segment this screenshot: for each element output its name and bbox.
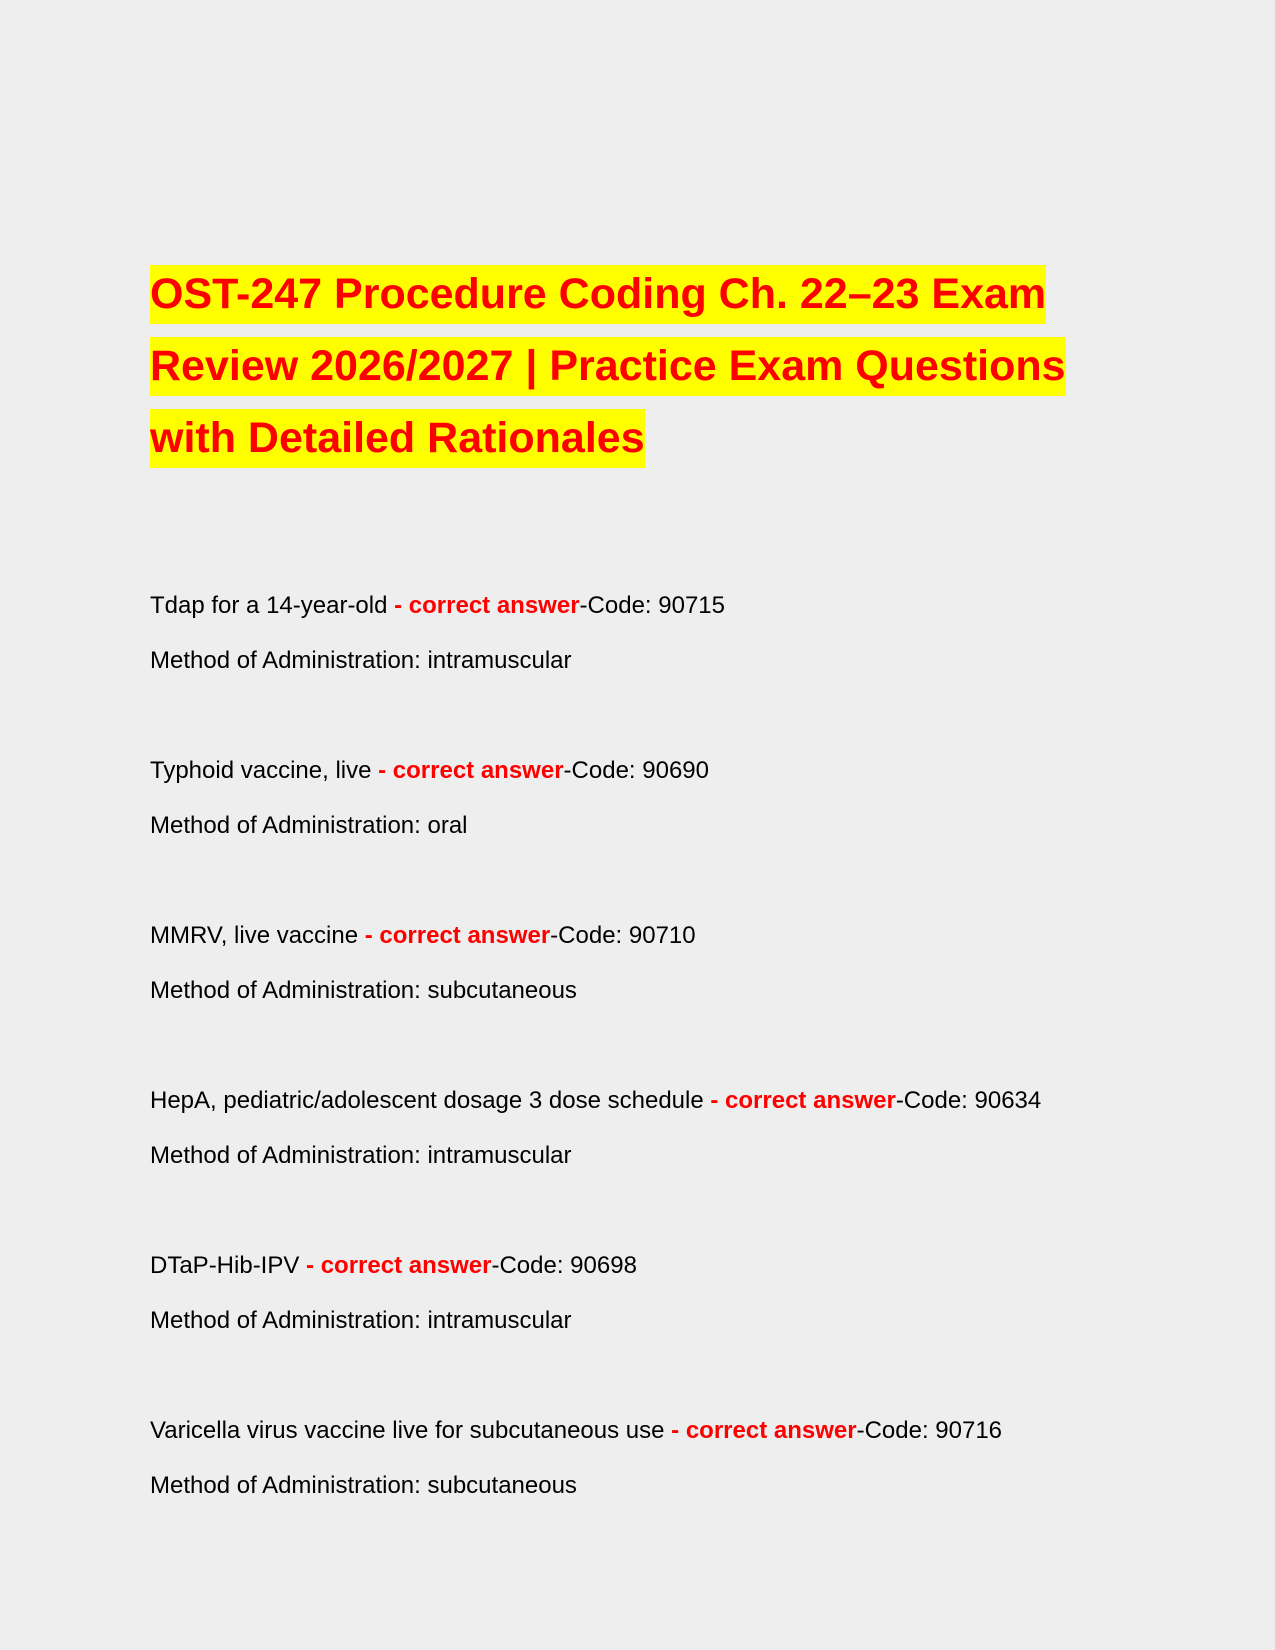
correct-answer-tag: - correct answer (710, 1087, 896, 1114)
qa-entry (150, 1403, 1210, 1513)
correct-answer-tag: - correct answer (306, 1252, 492, 1279)
question-text: DTaP-Hib-IPV (150, 1252, 307, 1279)
question-text: Typhoid vaccine, live (150, 757, 379, 784)
question-text: Varicella virus vaccine live for subcutaneous use (150, 1417, 672, 1444)
qa-entry (150, 578, 1210, 688)
question-line (150, 578, 1210, 633)
question-text: Tdap for a 14-year-old (150, 592, 395, 619)
code-text: -Code: 90698 (491, 1252, 637, 1279)
correct-answer-tag: - correct answer (671, 1417, 857, 1444)
document-title (150, 258, 1150, 474)
correct-answer-tag: - correct answer (394, 592, 580, 619)
code-text: -Code: 90690 (563, 757, 709, 784)
question-text: MMRV, live vaccine (150, 922, 365, 949)
question-line (150, 908, 1210, 963)
qa-entry (150, 1238, 1210, 1348)
qa-entry (150, 1073, 1210, 1183)
qa-list (150, 578, 1210, 1568)
method-line: Method of Administration: intramuscular (150, 1307, 572, 1334)
method-line: Method of Administration: subcutaneous (150, 1472, 577, 1499)
method-line: Method of Administration: intramuscular (150, 647, 572, 674)
method-line: Method of Administration: oral (150, 812, 468, 839)
correct-answer-tag: - correct answer (364, 922, 551, 949)
code-text: -Code: 90715 (579, 592, 725, 619)
code-text: -Code: 90710 (550, 922, 696, 949)
code-text: -Code: 90634 (895, 1087, 1042, 1114)
question-line (150, 1073, 1210, 1128)
question-line (150, 1403, 1210, 1458)
question-line (150, 1238, 1210, 1293)
qa-entry (150, 908, 1210, 1018)
question-text: HepA, pediatric/adolescent dosage 3 dose schedule (150, 1087, 711, 1114)
document-title-text: OST-247 Procedure Coding Ch. 22–23 Exam Review 2026/2027 | Practice Exam Questions with Detailed Rationales (150, 265, 1066, 468)
question-line (150, 743, 1210, 798)
method-line: Method of Administration: intramuscular (150, 1142, 572, 1169)
code-text: -Code: 90716 (856, 1417, 1003, 1444)
correct-answer-tag: - correct answer (378, 757, 564, 784)
qa-entry (150, 743, 1210, 853)
method-line: Method of Administration: subcutaneous (150, 977, 577, 1004)
